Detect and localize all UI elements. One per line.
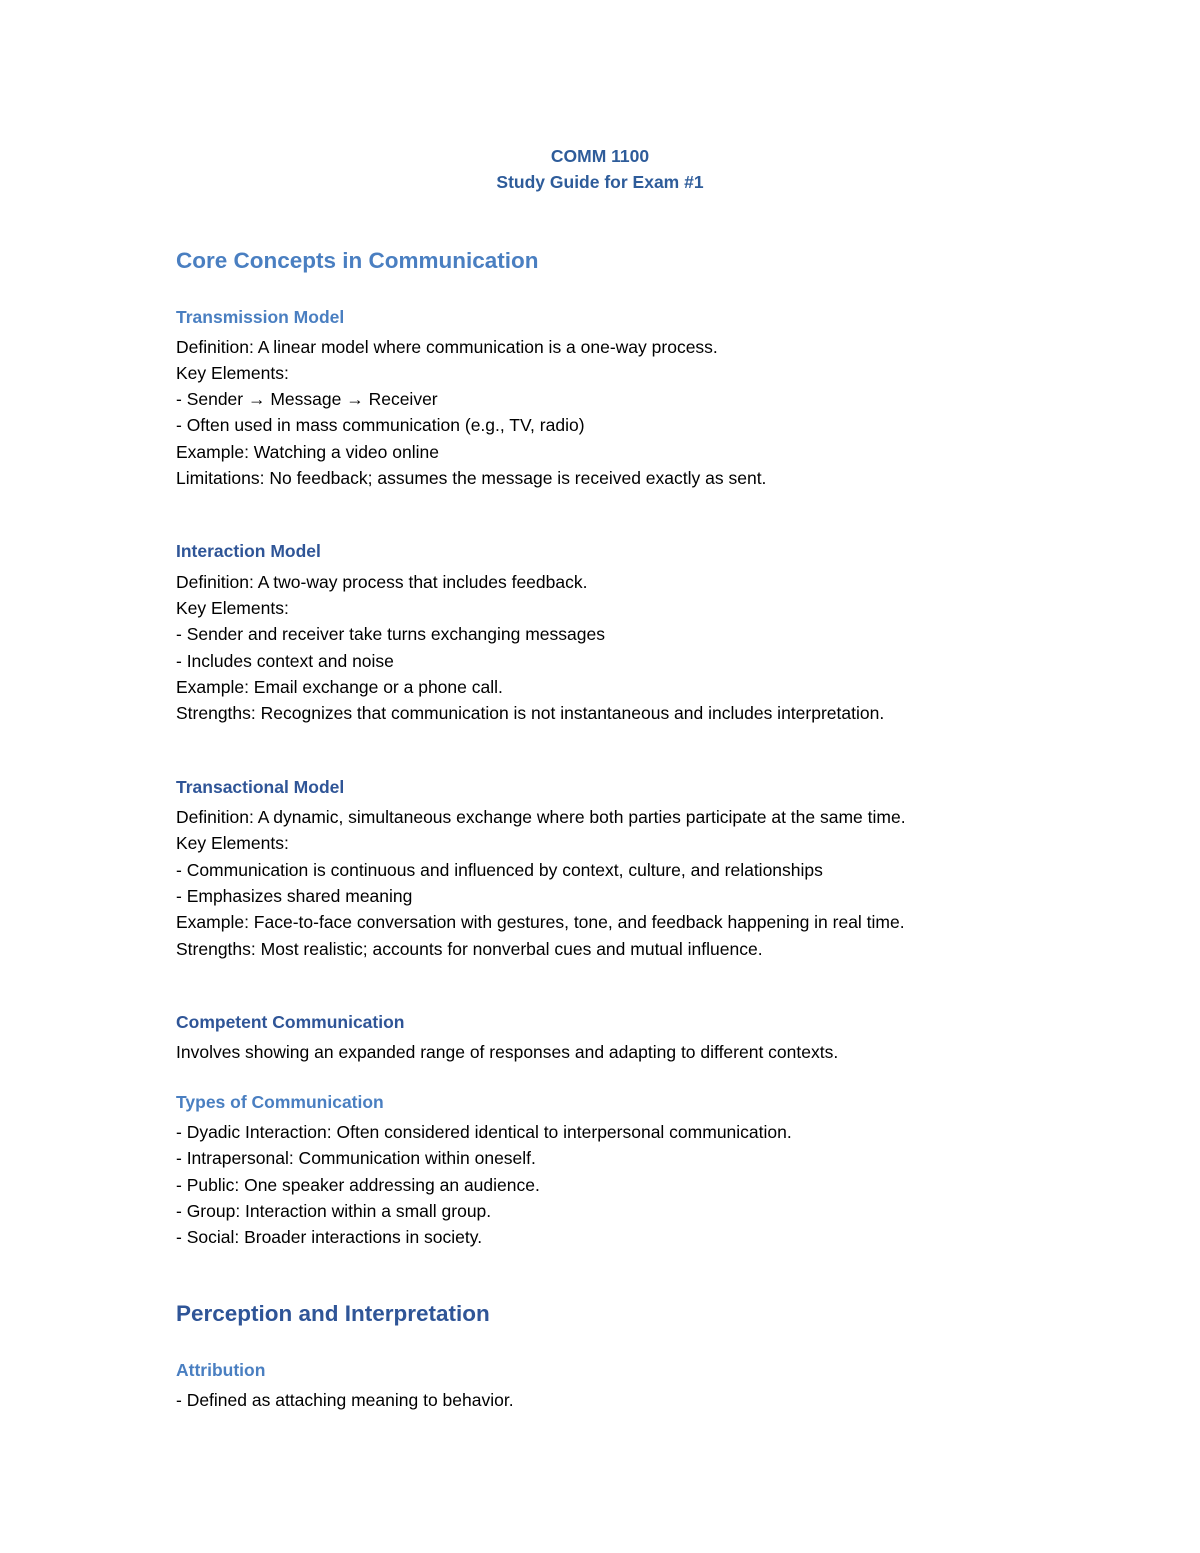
- document-subtitle: Study Guide for Exam #1: [496, 172, 704, 192]
- course-title: COMM 1100: [550, 146, 650, 166]
- section-heading-perception: Perception and Interpretation: [176, 1301, 490, 1326]
- body-line: Example: Watching a video online: [176, 442, 439, 462]
- body-line: Example: Email exchange or a phone call.: [176, 677, 503, 697]
- list-item: - Dyadic Interaction: Often considered identical to interpersonal communication.: [176, 1122, 792, 1142]
- subheading-transactional-model: Transactional Model: [176, 777, 345, 797]
- body-line: Strengths: Recognizes that communication is not instantaneous and includes interpretation.: [176, 703, 885, 723]
- section-heading-core-concepts: Core Concepts in Communication: [176, 248, 539, 273]
- list-item: - Group: Interaction within a small group.: [176, 1201, 492, 1221]
- subheading-types-of-communication: Types of Communication: [176, 1092, 384, 1112]
- list-item: - Public: One speaker addressing an audience.: [176, 1175, 540, 1195]
- list-item: - Intrapersonal: Communication within oneself.: [176, 1148, 536, 1168]
- body-line: Definition: A linear model where communication is a one-way process.: [176, 337, 718, 357]
- subheading-attribution: Attribution: [176, 1360, 266, 1380]
- body-line: - Emphasizes shared meaning: [176, 886, 413, 906]
- body-line: Limitations: No feedback; assumes the message is received exactly as sent.: [176, 468, 767, 488]
- body-line: - Sender and receiver take turns exchanging messages: [176, 624, 605, 644]
- body-line: Strengths: Most realistic; accounts for nonverbal cues and mutual influence.: [176, 939, 763, 959]
- body-line: - Often used in mass communication (e.g., TV, radio): [176, 415, 585, 435]
- body-line: Key Elements:: [176, 833, 289, 853]
- list-item: - Defined as attaching meaning to behavior.: [176, 1390, 514, 1410]
- list-item: - Social: Broader interactions in society.: [176, 1227, 483, 1247]
- body-line: Example: Face-to-face conversation with gestures, tone, and feedback happening in real time.: [176, 912, 905, 932]
- subheading-interaction-model: Interaction Model: [176, 541, 321, 561]
- body-line: - Sender → Message → Receiver: [176, 389, 438, 409]
- body-line: - Communication is continuous and influenced by context, culture, and relationships: [176, 860, 823, 880]
- body-line: - Includes context and noise: [176, 651, 394, 671]
- subheading-transmission-model: Transmission Model: [176, 307, 345, 327]
- body-line: Key Elements:: [176, 363, 289, 383]
- subheading-competent-communication: Competent Communication: [176, 1012, 405, 1032]
- body-line: Key Elements:: [176, 598, 289, 618]
- body-line: Definition: A two-way process that includes feedback.: [176, 572, 588, 592]
- body-line: Involves showing an expanded range of responses and adapting to different contexts.: [176, 1042, 839, 1062]
- body-line: Definition: A dynamic, simultaneous exchange where both parties participate at the same time.: [176, 807, 906, 827]
